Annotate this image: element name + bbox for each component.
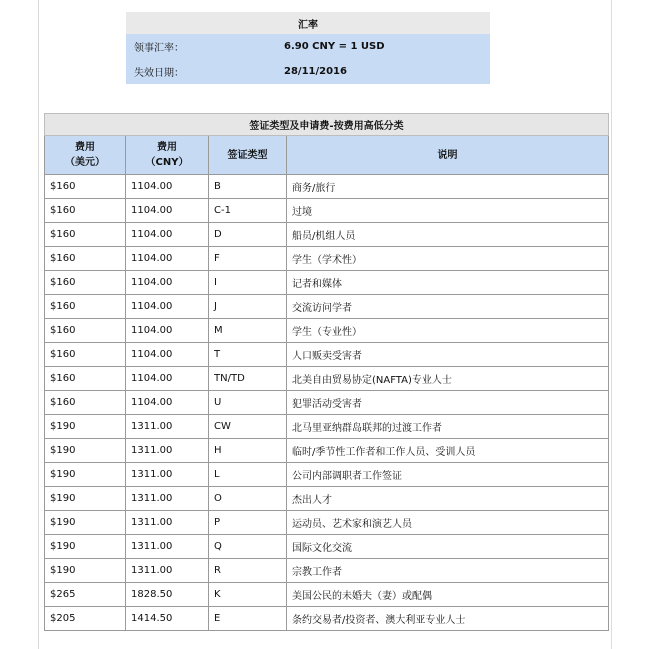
fee-usd-cell: $160 <box>45 343 126 367</box>
fee-cny-cell: 1414.50 <box>126 607 209 631</box>
visa-type-cell: Q <box>209 535 287 559</box>
visa-type-cell: R <box>209 559 287 583</box>
expiry-date-row <box>126 59 490 84</box>
table-row <box>45 559 609 583</box>
visa-type-cell: E <box>209 607 287 631</box>
description-cell: 宗教工作者 <box>287 559 609 583</box>
fee-cny-cell: 1828.50 <box>126 583 209 607</box>
fee-cny-cell: 1311.00 <box>126 415 209 439</box>
fee-usd-cell: $190 <box>45 415 126 439</box>
fee-usd-cell: $190 <box>45 487 126 511</box>
visa-type-cell: TN/TD <box>209 367 287 391</box>
table-caption-row <box>45 114 609 136</box>
fee-usd-cell: $190 <box>45 511 126 535</box>
fee-cny-cell: 1311.00 <box>126 535 209 559</box>
fee-usd-cell: $160 <box>45 271 126 295</box>
fee-cny-cell: 1104.00 <box>126 391 209 415</box>
fee-cny-cell: 1104.00 <box>126 247 209 271</box>
visa-type-cell: I <box>209 271 287 295</box>
description-cell: 商务/旅行 <box>287 175 609 199</box>
table-row <box>45 439 609 463</box>
description-cell: 交流访问学者 <box>287 295 609 319</box>
visa-type-cell: CW <box>209 415 287 439</box>
visa-type-cell: U <box>209 391 287 415</box>
visa-type-cell: J <box>209 295 287 319</box>
description-cell: 过境 <box>287 199 609 223</box>
table-row <box>45 247 609 271</box>
consular-rate-label: 领事汇率： <box>126 34 270 59</box>
visa-type-cell: F <box>209 247 287 271</box>
table-row <box>45 367 609 391</box>
description-cell: 学生（专业性） <box>287 319 609 343</box>
header-description: 说明 <box>287 136 609 175</box>
page-border-left <box>38 0 39 649</box>
fee-cny-cell: 1104.00 <box>126 295 209 319</box>
header-fee-usd <box>45 136 126 175</box>
header-fee-cny-line2: （CNY） <box>145 157 189 168</box>
description-cell: 条约交易者/投资者、澳大利亚专业人士 <box>287 607 609 631</box>
description-cell: 国际文化交流 <box>287 535 609 559</box>
description-cell: 北马里亚纳群岛联邦的过渡工作者 <box>287 415 609 439</box>
table-row <box>45 511 609 535</box>
description-cell: 北美自由贸易协定(NAFTA)专业人士 <box>287 367 609 391</box>
table-row <box>45 175 609 199</box>
table-row <box>45 295 609 319</box>
fee-cny-cell: 1311.00 <box>126 511 209 535</box>
description-cell: 杰出人才 <box>287 487 609 511</box>
description-cell: 学生（学术性） <box>287 247 609 271</box>
fee-usd-cell: $160 <box>45 199 126 223</box>
fee-usd-cell: $205 <box>45 607 126 631</box>
fee-cny-cell: 1104.00 <box>126 319 209 343</box>
header-fee-cny <box>126 136 209 175</box>
table-row <box>45 391 609 415</box>
fee-cny-cell: 1104.00 <box>126 175 209 199</box>
exchange-rate-header <box>126 12 490 34</box>
visa-type-cell: L <box>209 463 287 487</box>
fee-cny-cell: 1311.00 <box>126 463 209 487</box>
fee-usd-cell: $190 <box>45 463 126 487</box>
fee-cny-cell: 1311.00 <box>126 559 209 583</box>
table-row <box>45 319 609 343</box>
table-row <box>45 271 609 295</box>
fee-usd-cell: $160 <box>45 175 126 199</box>
header-visa-type: 签证类型 <box>209 136 287 175</box>
visa-type-cell: H <box>209 439 287 463</box>
consular-rate-value: 6.90 CNY = 1 USD <box>270 34 490 59</box>
table-row <box>45 535 609 559</box>
table-row <box>45 487 609 511</box>
visa-type-cell: P <box>209 511 287 535</box>
description-cell: 临时/季节性工作者和工作人员、受训人员 <box>287 439 609 463</box>
fee-cny-cell: 1104.00 <box>126 343 209 367</box>
fee-usd-cell: $190 <box>45 535 126 559</box>
header-fee-usd-line2: （美元） <box>65 157 105 168</box>
description-cell: 美国公民的未婚夫（妻）或配偶 <box>287 583 609 607</box>
table-header-row <box>45 136 609 175</box>
fee-cny-cell: 1311.00 <box>126 487 209 511</box>
table-row <box>45 199 609 223</box>
table-row <box>45 415 609 439</box>
fee-usd-cell: $190 <box>45 559 126 583</box>
fee-cny-cell: 1104.00 <box>126 199 209 223</box>
header-fee-usd-line1: 费用 <box>75 142 95 153</box>
description-cell: 记者和媒体 <box>287 271 609 295</box>
fee-usd-cell: $160 <box>45 391 126 415</box>
visa-type-cell: T <box>209 343 287 367</box>
visa-type-cell: C-1 <box>209 199 287 223</box>
fee-cny-cell: 1311.00 <box>126 439 209 463</box>
description-cell: 运动员、艺术家和演艺人员 <box>287 511 609 535</box>
table-row <box>45 223 609 247</box>
description-cell: 人口贩卖受害者 <box>287 343 609 367</box>
table-row <box>45 583 609 607</box>
expiry-date-label: 失效日期： <box>126 59 270 84</box>
fee-cny-cell: 1104.00 <box>126 223 209 247</box>
expiry-date-value: 28/11/2016 <box>270 59 490 84</box>
visa-fee-table <box>44 113 609 631</box>
fee-usd-cell: $160 <box>45 247 126 271</box>
visa-type-cell: M <box>209 319 287 343</box>
fee-usd-cell: $160 <box>45 319 126 343</box>
fee-usd-cell: $160 <box>45 295 126 319</box>
exchange-rate-row <box>126 34 490 59</box>
fee-usd-cell: $160 <box>45 367 126 391</box>
description-cell: 公司内部调职者工作签证 <box>287 463 609 487</box>
page-border-right <box>611 0 612 649</box>
fee-cny-cell: 1104.00 <box>126 367 209 391</box>
visa-type-cell: O <box>209 487 287 511</box>
header-fee-cny-line1: 费用 <box>157 142 177 153</box>
table-body <box>45 175 609 631</box>
fee-usd-cell: $190 <box>45 439 126 463</box>
table-row <box>45 463 609 487</box>
visa-type-cell: B <box>209 175 287 199</box>
table-row <box>45 343 609 367</box>
description-cell: 犯罪活动受害者 <box>287 391 609 415</box>
table-caption: 签证类型及申请费-按费用高低分类 <box>45 114 609 136</box>
description-cell: 船员/机组人员 <box>287 223 609 247</box>
table-row <box>45 607 609 631</box>
visa-type-cell: D <box>209 223 287 247</box>
visa-type-cell: K <box>209 583 287 607</box>
fee-cny-cell: 1104.00 <box>126 271 209 295</box>
fee-usd-cell: $265 <box>45 583 126 607</box>
exchange-rate-box <box>126 12 490 84</box>
exchange-rate-title: 汇率 <box>126 12 490 34</box>
fee-usd-cell: $160 <box>45 223 126 247</box>
